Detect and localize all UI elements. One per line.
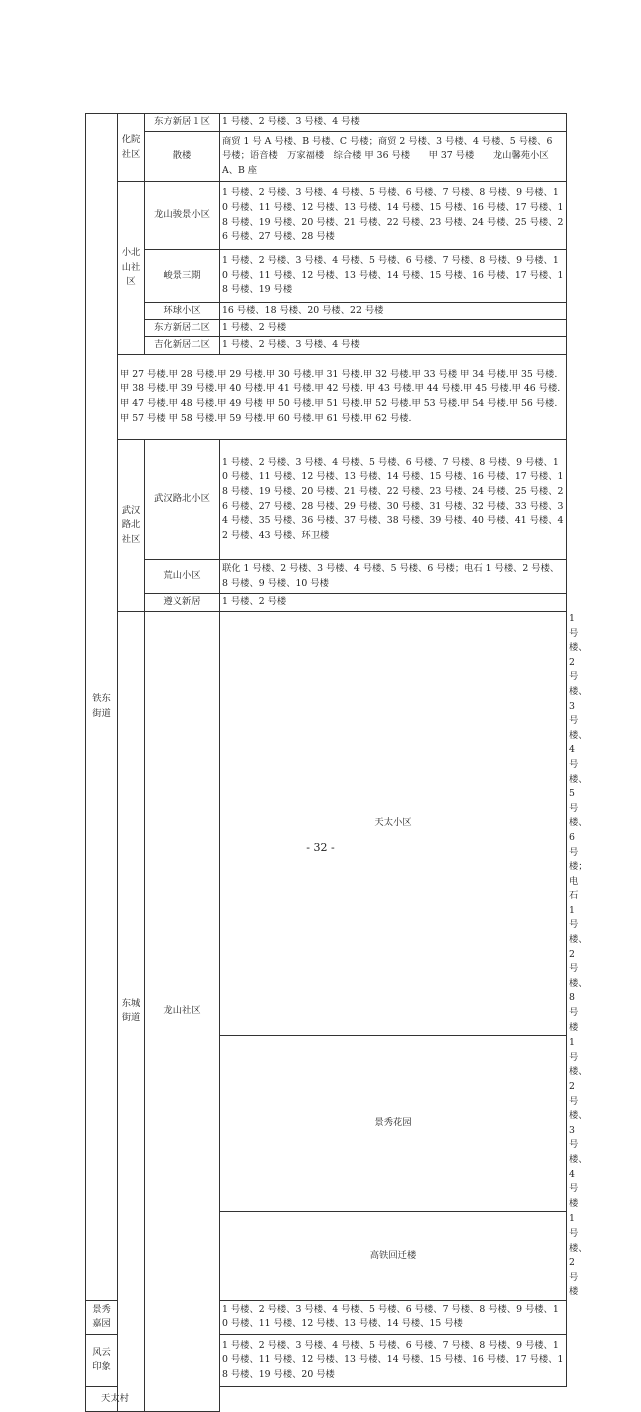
village-name: 天太村 — [86, 1386, 145, 1411]
street-cell-tiedong: 铁东街道 — [86, 114, 118, 1301]
building-list: 1 号楼、2 号楼、3 号楼、4 号楼、5 号楼、6 号楼、7 号楼、8 号楼、9 号楼、10 号楼、11 号楼、12 号楼、13 号楼、14 号楼、15 号楼 — [220, 1300, 567, 1334]
table-row: 景秀花园 1 号楼、2 号楼、3 号楼、4 号楼 — [86, 1036, 567, 1212]
building-list: 1 号楼、2 号楼 — [220, 320, 567, 337]
table-row — [86, 114, 567, 132]
housing-table — [85, 113, 588, 1412]
table-row — [86, 594, 567, 612]
complex-name: 景秀嘉园 — [86, 1300, 118, 1334]
table-row: 高铁回迁楼 1 号楼、2 号楼 — [86, 1212, 567, 1301]
table-row — [86, 303, 567, 320]
complex-name: 景秀花园 — [220, 1036, 567, 1212]
community-cell-wuhanlubei: 武汉路北社区 — [118, 440, 145, 612]
complex-name: 荒山小区 — [145, 560, 220, 594]
complex-name: 东方新居１区 — [145, 114, 220, 132]
table-row: 东城街道 龙山社区 天太小区 1 号楼、2 号楼、3 号楼、4 号楼、5 号楼、6 号楼；电石 1 号楼、2 号楼、8 号楼 — [86, 612, 567, 1036]
page-number: - 32 - — [306, 841, 335, 854]
table-row — [86, 132, 567, 182]
complex-name: 环球小区 — [145, 303, 220, 320]
building-list: 1 号楼、2 号楼、3 号楼、4 号楼、5 号楼、6 号楼、7 号楼、8 号楼、9 号楼、10 号楼、11 号楼、12 号楼、13 号楼、14 号楼、15 号楼、16 号楼、17 号楼、18 号楼、19 号楼、20 号楼、21 号楼、22 号楼、23 号楼、24 号楼、25 号楼、26 号楼、27 号楼、28 号楼 — [220, 182, 567, 250]
building-list: 1 号楼、2 号楼 — [220, 594, 567, 612]
table-row — [86, 250, 567, 303]
building-list: 联化 1 号楼、2 号楼、3 号楼、4 号楼、5 号楼、6 号楼；电石 1 号楼、2 号楼、8 号楼、9 号楼、10 号楼 — [220, 560, 567, 594]
community-cell-huayuan: 化院社区 — [118, 114, 145, 182]
table-row — [86, 182, 567, 250]
complex-name: 遵义新居 — [145, 594, 220, 612]
table-row — [86, 355, 567, 440]
table-row — [86, 320, 567, 337]
building-list: 16 号楼、18 号楼、20 号楼、22 号楼 — [220, 303, 567, 320]
building-list: 1 号楼、2 号楼、3 号楼、4 号楼、5 号楼、6 号楼、7 号楼、8 号楼、9 号楼、10 号楼、11 号楼、12 号楼、13 号楼、14 号楼、15 号楼、16 号楼、17 号楼、18 号楼、19 号楼、20 号楼、21 号楼、22 号楼、23 号楼、24 号楼、25 号楼、26 号楼、27 号楼、28 号楼、29 号楼、30 号楼、31 号楼、32 号楼、33 号楼、34 号楼、35 号楼、36 号楼、37 号楼、38 号楼、39 号楼、40 号楼、41 号楼、42 号楼、43 号楼、环卫楼 — [220, 440, 567, 560]
building-list: 甲 27 号楼.甲 28 号楼.甲 29 号楼.甲 30 号楼.甲 31 号楼.甲 32 号楼.甲 33 号楼 甲 34 号楼.甲 35 号楼.甲 38 号楼.甲 39 号楼.甲 40 号楼.甲 41 号楼.甲 42 号楼. 甲 43 号楼.甲 44 号楼.甲 45 号楼.甲 46 号楼.甲 47 号楼.甲 48 号楼.甲 49 号楼 甲 50 号楼.甲 51 号楼.甲 52 号楼.甲 53 号楼.甲 54 号楼.甲 56 号楼.甲 57 号楼 甲 58 号楼.甲 59 号楼.甲 60 号楼.甲 61 号楼.甲 62 号楼. — [118, 355, 567, 440]
building-list: 1 号楼、2 号楼、3 号楼、4 号楼、5 号楼、6 号楼、7 号楼、8 号楼、9 号楼、10 号楼、11 号楼、12 号楼、13 号楼、14 号楼、15 号楼、16 号楼、17 号楼、18 号楼、19 号楼 — [220, 250, 567, 303]
complex-name: 龙山骏景小区 — [145, 182, 220, 250]
complex-name: 高铁回迁楼 — [220, 1212, 567, 1301]
building-list: 1 号楼、2 号楼、3 号楼、4 号楼、5 号楼、6 号楼、7 号楼、8 号楼、9 号楼、10 号楼、11 号楼、12 号楼、13 号楼、14 号楼、15 号楼、16 号楼、17 号楼、18 号楼、19 号楼、20 号楼 — [220, 1334, 567, 1386]
table-row — [86, 560, 567, 594]
complex-name: 天太小区 — [220, 612, 567, 1036]
complex-name: 峻景三期 — [145, 250, 220, 303]
building-list: 商贸 1 号 A 号楼、B 号楼、C 号楼；商贸 2 号楼、3 号楼、4 号楼、5 号楼、6 号楼；语音楼 万家福楼 综合楼 甲 36 号楼 甲 37 号楼 龙山馨苑小区 A、B 座 — [220, 132, 567, 182]
street-cell-dongcheng: 东城街道 — [118, 612, 145, 1412]
table-row — [86, 337, 567, 355]
building-list: 1 号楼、2 号楼、3 号楼、4 号楼 — [220, 114, 567, 132]
community-cell-xiaobeishan: 小北山社区 — [118, 182, 145, 355]
complex-name: 风云印象 — [86, 1334, 118, 1386]
building-list: 1 号楼、2 号楼、3 号楼、4 号楼 — [220, 337, 567, 355]
complex-name: 吉化新居二区 — [145, 337, 220, 355]
community-cell-longshan: 龙山社区 — [145, 612, 220, 1412]
table-row — [86, 440, 567, 560]
complex-name: 东方新居二区 — [145, 320, 220, 337]
complex-name: 武汉路北小区 — [145, 440, 220, 560]
complex-name: 散楼 — [145, 132, 220, 182]
